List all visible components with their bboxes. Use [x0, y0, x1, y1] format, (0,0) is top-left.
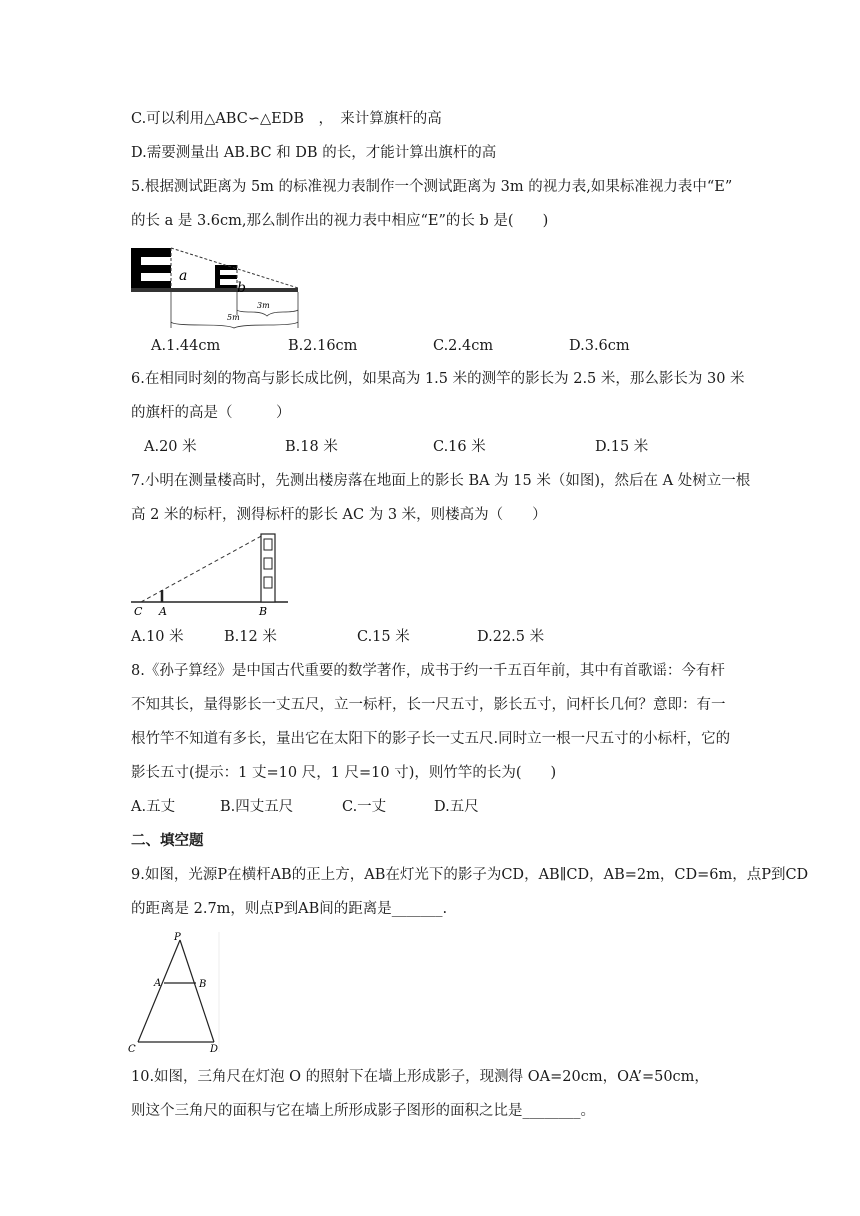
- q8-option-a[interactable]: A.五丈: [131, 799, 176, 815]
- option-d-text: D.需要测量出 AB.BC 和 DB 的长，才能计算出旗杆的高: [131, 145, 497, 161]
- q6-option-b[interactable]: B.18 米: [285, 439, 338, 455]
- q8-line1: 8.《孙子算经》是中国古代重要的数学著作，成书于约一千五百年前，其中有首歌谣：今有杆: [131, 663, 725, 679]
- q5-option-b[interactable]: B.2.16cm: [288, 338, 358, 354]
- q8-option-d[interactable]: D.五尺: [434, 799, 479, 815]
- q9-label-p: P: [174, 932, 181, 943]
- q5-line2: 的长 a 是 3.6cm,那么制作出的视力表中相应“E”的长 b 是( ): [131, 213, 549, 229]
- q7-line2: 高 2 米的标杆，测得标杆的影长 AC 为 3 米，则楼高为（ ）: [131, 507, 547, 523]
- q9-label-c: C: [128, 1044, 136, 1055]
- q6-line2: 的旗杆的高是（ ）: [131, 405, 291, 421]
- q5-option-a[interactable]: A.1.44cm: [151, 338, 221, 354]
- q6-option-a[interactable]: A.20 米: [144, 439, 197, 455]
- q7-option-a[interactable]: A.10 米: [131, 629, 184, 645]
- option-c-text: C.可以利用△ABC∽△EDB ， 来计算旗杆的高: [131, 111, 442, 127]
- q5-label-b: b: [237, 280, 246, 296]
- q9-label-b: B: [199, 979, 207, 990]
- q7-option-b[interactable]: B.12 米: [224, 629, 277, 645]
- q6-option-c[interactable]: C.16 米: [433, 439, 486, 455]
- section-title-fill-in: 二、填空题: [131, 833, 204, 849]
- q8-line2: 不知其长，量得影长一丈五尺，立一标杆，长一尺五寸，影长五寸，问杆长几何？意即：有一: [131, 697, 726, 713]
- q7-line1: 7.小明在测量楼高时，先测出楼房落在地面上的影长 BA 为 15 米（如图)，然后在 A 处树立一根: [131, 473, 751, 489]
- q8-line3: 根竹竿不知道有多长，量出它在太阳下的影子长一丈五尺.同时立一根一尺五寸的小标杆，它的: [131, 731, 731, 747]
- q5-label-3m: 3m: [257, 301, 270, 310]
- q7-label-c: C: [134, 605, 143, 618]
- q10-line2: 则这个三角尺的面积与它在墙上所形成影子图形的面积之比是________。: [131, 1103, 595, 1119]
- q9-line2: 的距离是 2.7m，则点P到AB间的距离是_______.: [131, 901, 448, 917]
- q8-line4: 影长五寸(提示：1 丈=10 尺，1 尺=10 寸)，则竹竿的长为( ): [131, 765, 557, 781]
- q9-label-d: D: [210, 1044, 219, 1055]
- q7-option-c[interactable]: C.15 米: [357, 629, 410, 645]
- q5-eye-chart-figure: [131, 240, 301, 330]
- q7-label-a: A: [159, 605, 167, 618]
- q5-option-c[interactable]: C.2.4cm: [433, 338, 494, 354]
- q9-label-a: A: [154, 978, 162, 989]
- q9-line1: 9.如图，光源P在横杆AB的正上方，AB在灯光下的影子为CD，AB∥CD，AB=2m，CD=6m，点P到CD: [131, 867, 809, 883]
- q7-option-d[interactable]: D.22.5 米: [477, 629, 545, 645]
- q8-option-c[interactable]: C.一丈: [342, 799, 387, 815]
- q6-option-d[interactable]: D.15 米: [595, 439, 649, 455]
- q5-label-5m: 5m: [227, 313, 240, 322]
- q7-label-b: B: [259, 605, 268, 618]
- q7-building-shadow-figure: [131, 532, 291, 617]
- q10-line1: 10.如图，三角尺在灯泡 O 的照射下在墙上形成影子，现测得 OA=20cm，OA’=50cm，: [131, 1069, 709, 1085]
- q5-label-a: a: [179, 268, 188, 284]
- q6-line1: 6.在相同时刻的物高与影长成比例，如果高为 1.5 米的测竿的影长为 2.5 米，那么影长为 30 米: [131, 371, 745, 387]
- q8-option-b[interactable]: B.四丈五尺: [220, 799, 294, 815]
- q5-line1: 5.根据测试距离为 5m 的标准视力表制作一个测试距离为 3m 的视力表,如果标准视力表中“E”: [131, 179, 733, 195]
- q5-option-d[interactable]: D.3.6cm: [569, 338, 630, 354]
- q9-light-source-figure: [126, 930, 222, 1055]
